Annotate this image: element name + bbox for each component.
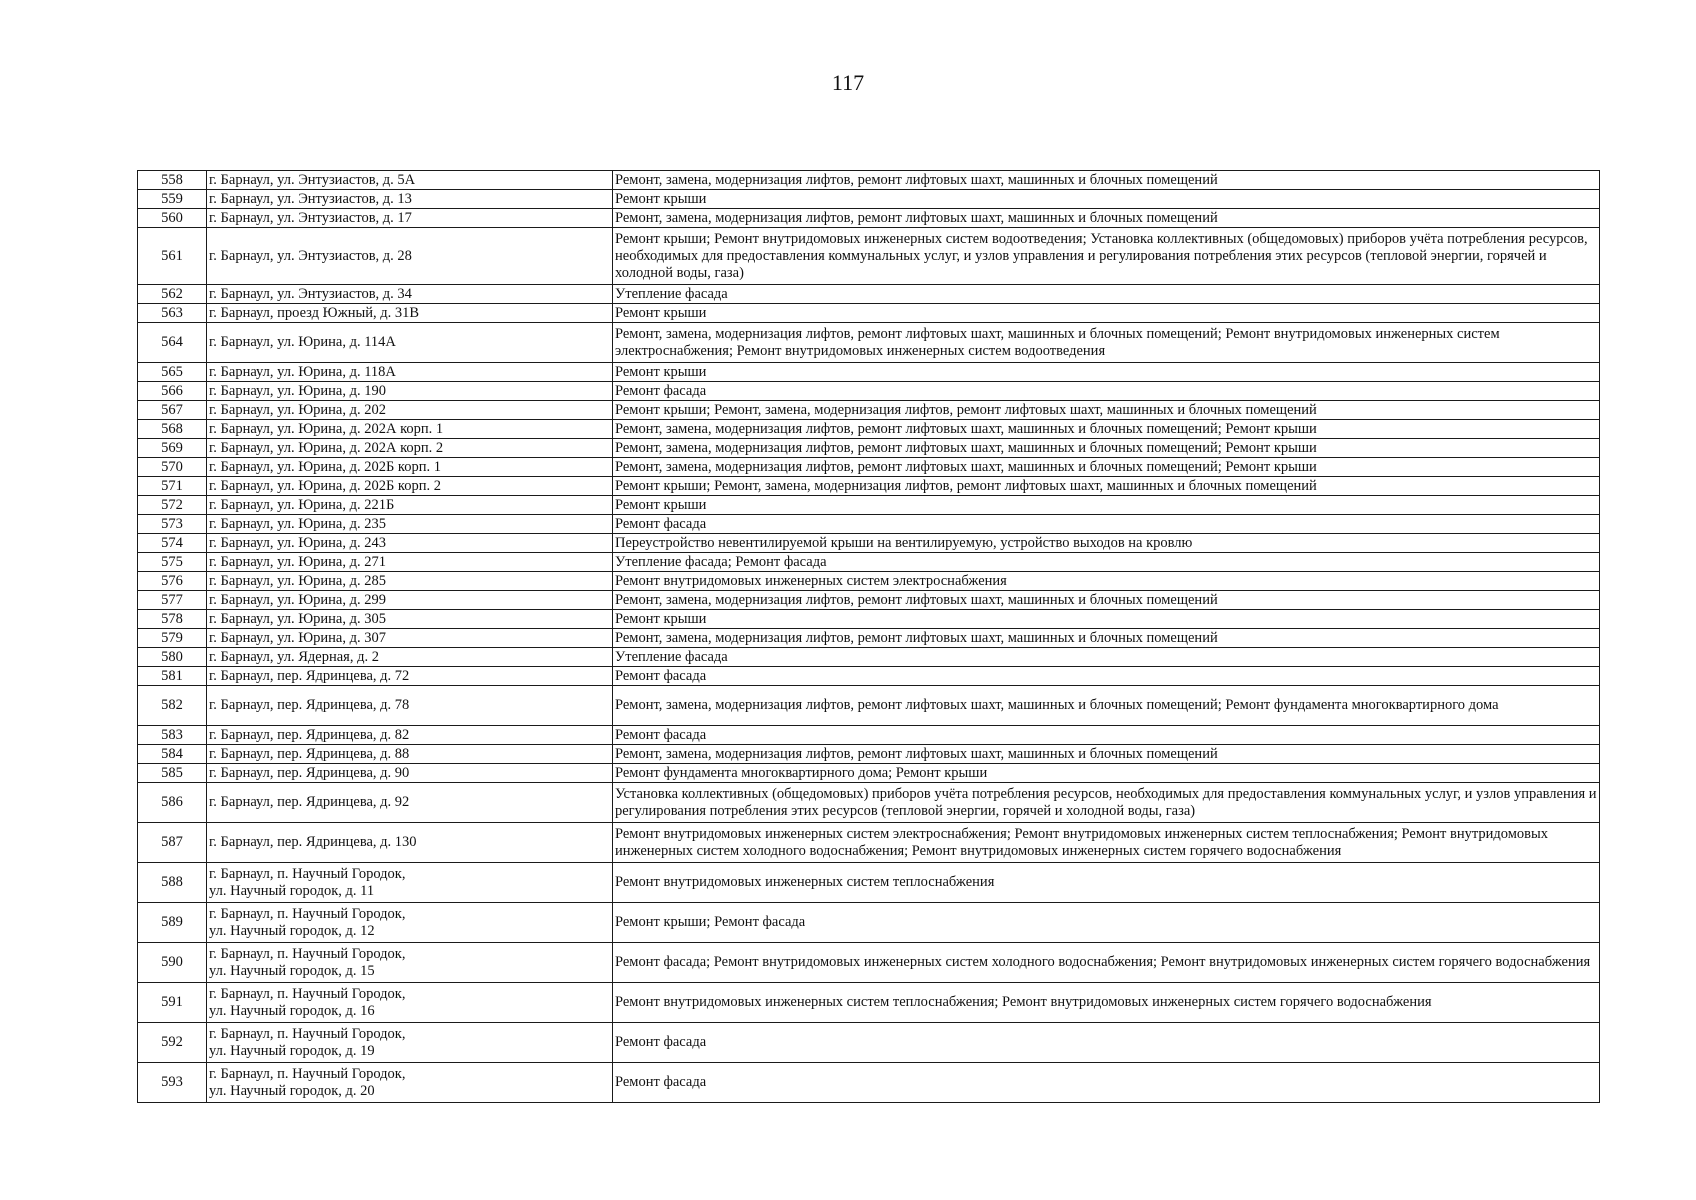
table-row (138, 363, 1600, 382)
address-line-1: г. Барнаул, п. Научный Городок, (209, 905, 406, 922)
address-cell (207, 1063, 613, 1103)
works-cell: Утепление фасада (613, 648, 1600, 667)
address-cell: г. Барнаул, ул. Юрина, д. 118А (207, 363, 613, 382)
works-cell: Ремонт крыши (613, 610, 1600, 629)
row-number: 573 (138, 515, 207, 534)
works-cell: Ремонт внутридомовых инженерных систем электроснабжения (613, 572, 1600, 591)
address-cell: г. Барнаул, пер. Ядринцева, д. 88 (207, 745, 613, 764)
table-row (138, 823, 1600, 863)
row-number: 559 (138, 190, 207, 209)
address-cell: г. Барнаул, ул. Энтузиастов, д. 28 (207, 228, 613, 285)
works-cell: Ремонт крыши; Ремонт, замена, модернизация лифтов, ремонт лифтовых шахт, машинных и блочных помещений (613, 401, 1600, 420)
table-row (138, 477, 1600, 496)
address-line-2: ул. Научный городок, д. 15 (209, 962, 375, 979)
address-cell: г. Барнаул, ул. Юрина, д. 202Б корп. 2 (207, 477, 613, 496)
works-cell: Ремонт крыши; Ремонт, замена, модернизация лифтов, ремонт лифтовых шахт, машинных и блочных помещений (613, 477, 1600, 496)
table-row (138, 591, 1600, 610)
address-line-1: г. Барнаул, п. Научный Городок, (209, 865, 406, 882)
row-number: 591 (138, 983, 207, 1023)
table-row (138, 686, 1600, 726)
table-row (138, 667, 1600, 686)
table-row (138, 648, 1600, 667)
row-number: 568 (138, 420, 207, 439)
address-line-1: г. Барнаул, п. Научный Городок, (209, 1065, 406, 1082)
table-row (138, 401, 1600, 420)
table-row (138, 863, 1600, 903)
address-cell: г. Барнаул, ул. Энтузиастов, д. 5А (207, 171, 613, 190)
works-cell: Ремонт крыши; Ремонт фасада (613, 903, 1600, 943)
address-cell: г. Барнаул, ул. Юрина, д. 305 (207, 610, 613, 629)
works-cell: Ремонт фундамента многоквартирного дома; Ремонт крыши (613, 764, 1600, 783)
address-cell: г. Барнаул, ул. Юрина, д. 114А (207, 323, 613, 363)
table-row (138, 903, 1600, 943)
works-cell: Ремонт фасада; Ремонт внутридомовых инженерных систем холодного водоснабжения; Ремонт внутридомовых инженерных систем горячего водоснабжения (613, 943, 1600, 983)
row-number: 586 (138, 783, 207, 823)
row-number: 560 (138, 209, 207, 228)
works-cell: Ремонт, замена, модернизация лифтов, ремонт лифтовых шахт, машинных и блочных помещений (613, 209, 1600, 228)
table-row (138, 285, 1600, 304)
table-row (138, 496, 1600, 515)
table-row (138, 420, 1600, 439)
address-cell: г. Барнаул, ул. Юрина, д. 221Б (207, 496, 613, 515)
works-cell: Ремонт фасада (613, 1023, 1600, 1063)
address-cell: г. Барнаул, ул. Юрина, д. 202А корп. 2 (207, 439, 613, 458)
works-cell: Ремонт, замена, модернизация лифтов, ремонт лифтовых шахт, машинных и блочных помещений; Ремонт крыши (613, 439, 1600, 458)
table-row (138, 983, 1600, 1023)
row-number: 569 (138, 439, 207, 458)
address-line-2: ул. Научный городок, д. 19 (209, 1042, 375, 1059)
works-cell: Ремонт, замена, модернизация лифтов, ремонт лифтовых шахт, машинных и блочных помещений (613, 171, 1600, 190)
address-cell: г. Барнаул, ул. Юрина, д. 202Б корп. 1 (207, 458, 613, 477)
table-row (138, 943, 1600, 983)
works-cell: Ремонт внутридомовых инженерных систем электроснабжения; Ремонт внутридомовых инженерных систем теплоснабжения; Ремонт внутридомовых инженерных систем холодного водоснабжения; Ремонт внутридомовых инженерных систем горячего водоснабжения (613, 823, 1600, 863)
address-cell (207, 863, 613, 903)
row-number: 577 (138, 591, 207, 610)
row-number: 589 (138, 903, 207, 943)
address-cell: г. Барнаул, ул. Энтузиастов, д. 34 (207, 285, 613, 304)
works-cell: Ремонт фасада (613, 382, 1600, 401)
row-number: 558 (138, 171, 207, 190)
row-number: 593 (138, 1063, 207, 1103)
row-number: 575 (138, 553, 207, 572)
row-number: 585 (138, 764, 207, 783)
works-cell: Ремонт крыши (613, 496, 1600, 515)
address-cell (207, 943, 613, 983)
row-number: 588 (138, 863, 207, 903)
address-cell: г. Барнаул, ул. Энтузиастов, д. 17 (207, 209, 613, 228)
address-cell: г. Барнаул, ул. Юрина, д. 299 (207, 591, 613, 610)
address-cell: г. Барнаул, ул. Юрина, д. 202 (207, 401, 613, 420)
works-cell: Ремонт, замена, модернизация лифтов, ремонт лифтовых шахт, машинных и блочных помещений (613, 629, 1600, 648)
works-cell: Ремонт крыши (613, 304, 1600, 323)
table-row (138, 783, 1600, 823)
address-cell: г. Барнаул, ул. Юрина, д. 190 (207, 382, 613, 401)
address-cell: г. Барнаул, пер. Ядринцева, д. 72 (207, 667, 613, 686)
table-row (138, 1023, 1600, 1063)
row-number: 580 (138, 648, 207, 667)
table-row (138, 171, 1600, 190)
works-cell: Ремонт внутридомовых инженерных систем теплоснабжения (613, 863, 1600, 903)
address-cell (207, 903, 613, 943)
page-number: 117 (831, 70, 865, 95)
registry-table-body (138, 171, 1600, 1103)
works-cell: Ремонт крыши (613, 190, 1600, 209)
table-row (138, 209, 1600, 228)
row-number: 574 (138, 534, 207, 553)
table-row (138, 553, 1600, 572)
works-cell: Ремонт фасада (613, 515, 1600, 534)
works-cell: Ремонт, замена, модернизация лифтов, ремонт лифтовых шахт, машинных и блочных помещений (613, 591, 1600, 610)
table-row (138, 572, 1600, 591)
table-row (138, 190, 1600, 209)
table-row (138, 304, 1600, 323)
row-number: 565 (138, 363, 207, 382)
row-number: 572 (138, 496, 207, 515)
address-cell: г. Барнаул, ул. Юрина, д. 271 (207, 553, 613, 572)
row-number: 561 (138, 228, 207, 285)
works-cell: Ремонт, замена, модернизация лифтов, ремонт лифтовых шахт, машинных и блочных помещений (613, 745, 1600, 764)
row-number: 563 (138, 304, 207, 323)
works-cell: Установка коллективных (общедомовых) приборов учёта потребления ресурсов, необходимых для предоставления коммунальных услуг, и узлов управления и регулирования потребления этих ресурсов (тепловой энергии, горячей и холодной воды, газа) (613, 783, 1600, 823)
address-cell: г. Барнаул, ул. Юрина, д. 235 (207, 515, 613, 534)
address-cell: г. Барнаул, пер. Ядринцева, д. 82 (207, 726, 613, 745)
works-cell: Переустройство невентилируемой крыши на вентилируемую, устройство выходов на кровлю (613, 534, 1600, 553)
row-number: 566 (138, 382, 207, 401)
row-number: 567 (138, 401, 207, 420)
address-line-1: г. Барнаул, п. Научный Городок, (209, 985, 406, 1002)
address-cell: г. Барнаул, ул. Юрина, д. 285 (207, 572, 613, 591)
row-number: 584 (138, 745, 207, 764)
row-number: 570 (138, 458, 207, 477)
row-number: 587 (138, 823, 207, 863)
row-number: 576 (138, 572, 207, 591)
works-cell: Ремонт, замена, модернизация лифтов, ремонт лифтовых шахт, машинных и блочных помещений; Ремонт крыши (613, 458, 1600, 477)
address-cell: г. Барнаул, ул. Энтузиастов, д. 13 (207, 190, 613, 209)
address-cell: г. Барнаул, ул. Юрина, д. 307 (207, 629, 613, 648)
address-cell: г. Барнаул, пер. Ядринцева, д. 92 (207, 783, 613, 823)
address-cell: г. Барнаул, проезд Южный, д. 31В (207, 304, 613, 323)
table-row (138, 1063, 1600, 1103)
works-cell: Ремонт, замена, модернизация лифтов, ремонт лифтовых шахт, машинных и блочных помещений; Ремонт внутридомовых инженерных систем электроснабжения; Ремонт внутридомовых инженерных систем водоотведения (613, 323, 1600, 363)
registry-table (137, 170, 1600, 1103)
row-number: 571 (138, 477, 207, 496)
works-cell: Утепление фасада (613, 285, 1600, 304)
address-cell: г. Барнаул, ул. Юрина, д. 243 (207, 534, 613, 553)
row-number: 590 (138, 943, 207, 983)
works-cell: Ремонт фасада (613, 667, 1600, 686)
row-number: 582 (138, 686, 207, 726)
address-cell: г. Барнаул, пер. Ядринцева, д. 130 (207, 823, 613, 863)
address-line-2: ул. Научный городок, д. 16 (209, 1002, 375, 1019)
address-line-2: ул. Научный городок, д. 20 (209, 1082, 375, 1099)
address-cell: г. Барнаул, пер. Ядринцева, д. 78 (207, 686, 613, 726)
address-line-1: г. Барнаул, п. Научный Городок, (209, 1025, 406, 1042)
address-line-2: ул. Научный городок, д. 11 (209, 882, 375, 899)
table-row (138, 439, 1600, 458)
row-number: 564 (138, 323, 207, 363)
address-cell (207, 983, 613, 1023)
works-cell: Ремонт крыши; Ремонт внутридомовых инженерных систем водоотведения; Установка коллективных (общедомовых) приборов учёта потребления ресурсов, необходимых для предоставления коммунальных услуг, и узлов управления и регулирования потребления этих ресурсов (тепловой энергии, горячей и холодной воды, газа) (613, 228, 1600, 285)
table-row (138, 745, 1600, 764)
table-row (138, 515, 1600, 534)
row-number: 578 (138, 610, 207, 629)
address-cell: г. Барнаул, пер. Ядринцева, д. 90 (207, 764, 613, 783)
address-cell (207, 1023, 613, 1063)
address-cell: г. Барнаул, ул. Ядерная, д. 2 (207, 648, 613, 667)
table-row (138, 726, 1600, 745)
row-number: 581 (138, 667, 207, 686)
row-number: 579 (138, 629, 207, 648)
works-cell: Ремонт крыши (613, 363, 1600, 382)
works-cell: Ремонт внутридомовых инженерных систем теплоснабжения; Ремонт внутридомовых инженерных систем горячего водоснабжения (613, 983, 1600, 1023)
table-row (138, 629, 1600, 648)
row-number: 583 (138, 726, 207, 745)
table-row (138, 764, 1600, 783)
address-line-1: г. Барнаул, п. Научный Городок, (209, 945, 406, 962)
table-row (138, 458, 1600, 477)
address-cell: г. Барнаул, ул. Юрина, д. 202А корп. 1 (207, 420, 613, 439)
table-row (138, 610, 1600, 629)
table-row (138, 228, 1600, 285)
works-cell: Ремонт фасада (613, 1063, 1600, 1103)
row-number: 562 (138, 285, 207, 304)
address-line-2: ул. Научный городок, д. 12 (209, 922, 375, 939)
table-row (138, 323, 1600, 363)
table-row (138, 534, 1600, 553)
works-cell: Утепление фасада; Ремонт фасада (613, 553, 1600, 572)
works-cell: Ремонт фасада (613, 726, 1600, 745)
works-cell: Ремонт, замена, модернизация лифтов, ремонт лифтовых шахт, машинных и блочных помещений; Ремонт крыши (613, 420, 1600, 439)
works-cell: Ремонт, замена, модернизация лифтов, ремонт лифтовых шахт, машинных и блочных помещений; Ремонт фундамента многоквартирного дома (613, 686, 1600, 726)
row-number: 592 (138, 1023, 207, 1063)
table-row (138, 382, 1600, 401)
